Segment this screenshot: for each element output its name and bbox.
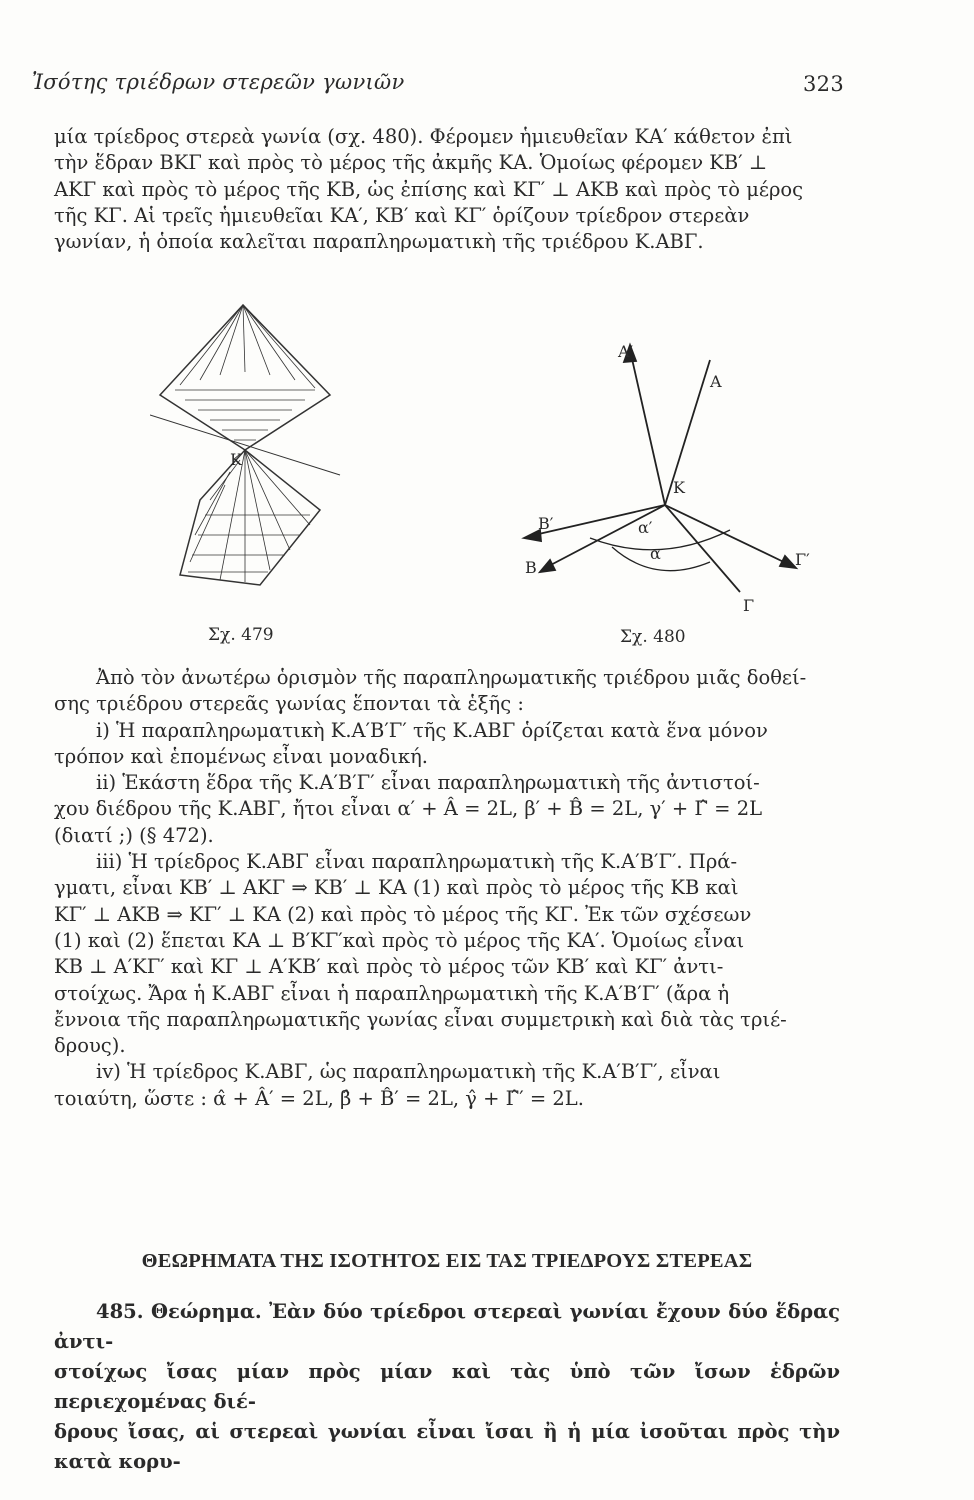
text-line: τῆς ΚΓ. Αἱ τρεῖς ἡμιευθεῖαι ΚΑ′, ΚΒ′ καὶ ΚΓ′ ὁρίζουν τρίεδρον στερεὰν <box>54 203 750 227</box>
label-b-prime: B′ <box>538 514 554 533</box>
text-line: στοίχως. Ἄρα ἡ Κ.ΑΒΓ εἶναι ἡ παραπληρωματικὴ τῆς Κ.Α′Β′Γ′ (ἄρα ἡ <box>54 981 730 1005</box>
text-line: iv) Ἡ τρίεδρος Κ.ΑΒΓ, ὡς παραπληρωματικὴ τῆς Κ.Α′Β′Γ′, εἶναι <box>96 1060 721 1084</box>
figure-479-label-k: K <box>230 450 242 469</box>
text-line: μία τρίεδρος στερεὰ γωνία (σχ. 480). Φέρομεν ἡμιευθεῖαν ΚΑ′ κάθετον ἐπὶ <box>54 125 793 148</box>
label-alpha: α <box>650 544 661 563</box>
label-k: K <box>673 478 685 497</box>
figures-drawing <box>150 300 840 660</box>
arrow-b <box>540 560 555 572</box>
text-line: χου διέδρου τῆς Κ.ΑΒΓ, ἤτοι εἶναι α′ + Â = 2L, β′ + B̂ = 2L, γ′ + Γ̂ = 2L <box>54 797 763 821</box>
text-line: 485. Θεώρημα. Ἐὰν δύο τρίεδροι στερεαὶ γωνίαι ἔχουν δύο ἕδρας ἀντι- <box>54 1300 840 1353</box>
figures-area <box>150 300 840 660</box>
running-header <box>32 70 844 104</box>
text-line: σης τριέδρου στερεᾶς γωνίας ἕπονται τὰ ἑξῆς : <box>54 692 524 716</box>
text-line: δρους ἴσας, αἱ στερεαὶ γωνίαι εἶναι ἴσαι ἢ ἡ μία ἰσοῦται πρὸς τὴν κατὰ κορυ- <box>54 1420 840 1473</box>
text-line: ΚΒ ⊥ Α′ΚΓ′ καὶ ΚΓ ⊥ Α′ΚΒ′ καὶ πρὸς τὸ μέρος τῶν ΚΒ′ καὶ ΚΓ′ ἀντι- <box>54 955 724 979</box>
text-line: γωνίαν, ἡ ὁποία καλεῖται παραπληρωματικὴ τῆς τριέδρου Κ.ΑΒΓ. <box>54 230 704 254</box>
edge-ka <box>665 360 710 505</box>
figure-479 <box>150 305 340 585</box>
label-a-prime: A′ <box>618 342 634 361</box>
text-line: τρόπον καὶ ἑπομένως εἶναι μοναδική. <box>54 744 428 768</box>
text-line: ἔννοια τῆς παραπληρωματικῆς γωνίας εἶναι συμμετρικὴ καὶ διὰ τὰς τριέ- <box>54 1007 787 1031</box>
text-line: δρους). <box>54 1034 126 1058</box>
label-b: B <box>525 558 537 577</box>
figure-480-caption: Σχ. 480 <box>620 627 686 647</box>
theorem-485 <box>54 1297 840 1477</box>
arrow-g-prime <box>780 556 796 568</box>
text-line: ΑΚΓ καὶ πρὸς τὸ μέρος τῆς ΚΒ, ὡς ἐπίσης καὶ ΚΓ′ ⊥ ΑΚΒ καὶ πρὸς τὸ μέρος <box>54 177 804 201</box>
text-line: ΚΓ′ ⊥ ΑΚΒ ⇒ ΚΓ′ ⊥ ΚΑ (2) καὶ πρὸς τὸ μέρος τῆς ΚΓ. Ἐκ τῶν σχέσεων <box>54 902 752 926</box>
text-line: Ἀπὸ τὸν ἀνωτέρω ὁρισμὸν τῆς παραπληρωματικῆς τριέδρου μιᾶς δοθεί- <box>96 666 807 689</box>
body-text <box>54 665 840 1112</box>
text-line: γματι, εἶναι ΚΒ′ ⊥ ΑΚΓ ⇒ ΚΒ′ ⊥ ΚΑ (1) καὶ πρὸς τὸ μέρος τῆς ΚΒ καὶ <box>54 876 739 900</box>
text-line: τὴν ἕδραν ΒΚΓ καὶ πρὸς τὸ μέρος τῆς ἀκμῆς ΚΑ. Ὁμοίως φέρομεν ΚΒ′ ⊥ <box>54 151 768 175</box>
arc-alpha <box>612 547 710 571</box>
label-g-prime: Γ′ <box>795 550 810 569</box>
edge-ka-prime <box>630 350 665 505</box>
label-alpha-prime: α′ <box>638 518 653 537</box>
text-line: τοιαύτη, ὥστε : α̂ + Â′ = 2L, β̂ + B̂′ = 2L, γ̂ + Γ̂′ = 2L. <box>54 1086 584 1110</box>
text-line: (διατί ;) (§ 472). <box>54 823 214 847</box>
label-g: Γ <box>743 596 755 615</box>
page-number: 323 <box>803 72 844 96</box>
text-line: ii) Ἑκάστη ἕδρα τῆς Κ.Α′Β′Γ′ εἶναι παραπληρωματικὴ τῆς ἀντιστοί- <box>96 771 760 795</box>
label-a: A <box>710 372 722 391</box>
figure-479-caption: Σχ. 479 <box>208 625 274 645</box>
text-line: iii) Ἡ τρίεδρος Κ.ΑΒΓ εἶναι παραπληρωματικὴ τῆς Κ.Α′Β′Γ′. Πρά- <box>96 850 738 874</box>
edge-kg <box>665 505 740 592</box>
text-line: (1) καὶ (2) ἕπεται ΚΑ ⊥ Β′ΚΓ′καὶ πρὸς τὸ μέρος τῆς ΚΑ′. Ὁμοίως εἶναι <box>54 928 745 952</box>
text-line: στοίχως ἴσας μίαν πρὸς μίαν καὶ τὰς ὑπὸ τῶν ἴσων ἑδρῶν περιεχομένας διέ- <box>54 1360 840 1413</box>
running-title: Ἰσότης τριέδρων στερεῶν γωνιῶν <box>32 70 405 94</box>
lower-cone <box>180 450 320 585</box>
text-line: i) Ἡ παραπληρωματικὴ Κ.Α′Β′Γ′ τῆς Κ.ΑΒΓ ὁρίζεται κατὰ ἕνα μόνον <box>96 718 768 742</box>
intro-paragraph <box>54 124 840 255</box>
section-title: ΘΕΩΡΗΜΑΤΑ ΤΗΣ ΙΣΟΤΗΤΟΣ ΕΙΣ ΤΑΣ ΤΡΙΕΔΡΟΥΣ ΣΤΕΡΕΑΣ <box>141 1250 753 1272</box>
edge-kg-prime <box>665 505 790 565</box>
